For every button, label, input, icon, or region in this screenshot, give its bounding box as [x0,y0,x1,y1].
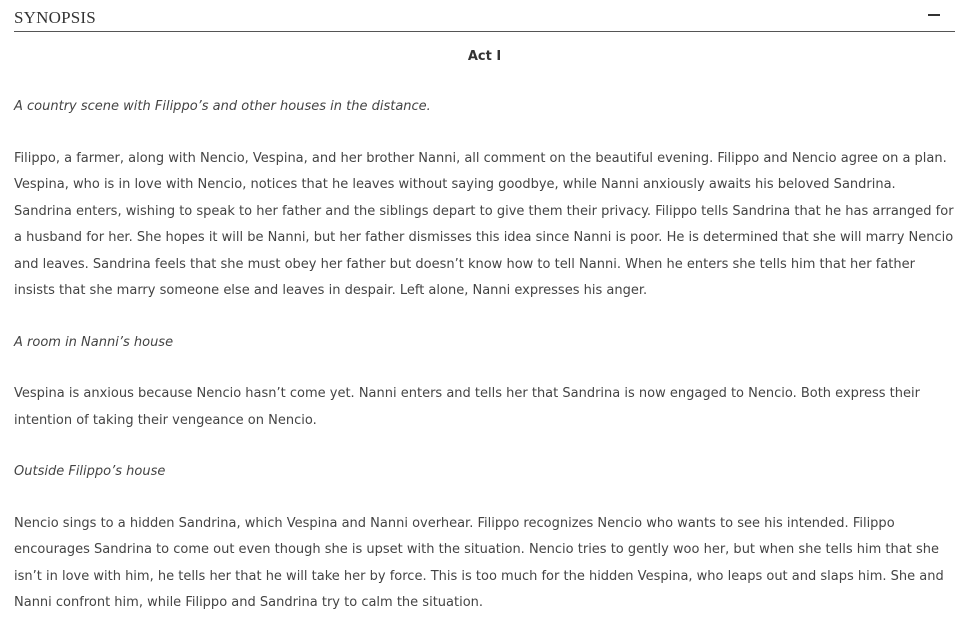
synopsis-section [14,0,955,617]
scene-heading: A room in Nanni’s house [14,334,174,350]
scene-heading: Outside Filippo’s house [14,464,166,479]
synopsis-title: SYNOPSIS [14,8,96,27]
synopsis-header[interactable] [14,0,955,32]
synopsis-content [14,44,955,617]
scene-heading: A country scene with Filippo’s and other houses in the distance. [14,99,431,114]
scene-description: Nencio sings to a hidden Sandrina, which Vespina and Nanni overhear. Filippo recognizes Nencio who wants to see his intended. Filippo encourages Sandrina to come out even though she is upset with the situation. Nencio tries to gently woo her, but when she tells him that she isn’t in love with him, he tells her that he will take her by force. This is too much for the hidden Vespina, who leaps out and slaps him. She and Nanni confront him, while Filippo and Sandrina try to calm the situation. [14,515,944,610]
scene-description: Vespina is anxious because Nencio hasn’t come yet. Nanni enters and tells her that Sandrina is now engaged to Nencio. Both express their intention of taking their vengeance on Nencio. [14,386,920,428]
minus-icon-bar [928,14,940,16]
act-title: Act I [467,49,502,64]
minus-icon[interactable] [927,8,941,22]
scene-description: Filippo, a farmer, along with Nencio, Vespina, and her brother Nanni, all comment on the beautiful evening. Filippo and Nencio agree on a plan. Vespina, who is in love with Nencio, notices that he leaves without saying goodbye, while Nanni anxiously awaits his beloved Sandrina. Sandrina enters, wishing to speak to her father and the siblings depart to give them their privacy. Filippo tells Sandrina that he has arranged for a husband for her. She hopes it will be Nanni, but her father dismisses this idea since Nanni is poor. He is determined that she will marry Nencio and leaves. Sandrina feels that she must obey her father but doesn’t know how to tell Nanni. When he enters she tells him that her father insists that she marry someone else and leaves in despair. Left alone, Nanni expresses his anger. [14,150,954,298]
